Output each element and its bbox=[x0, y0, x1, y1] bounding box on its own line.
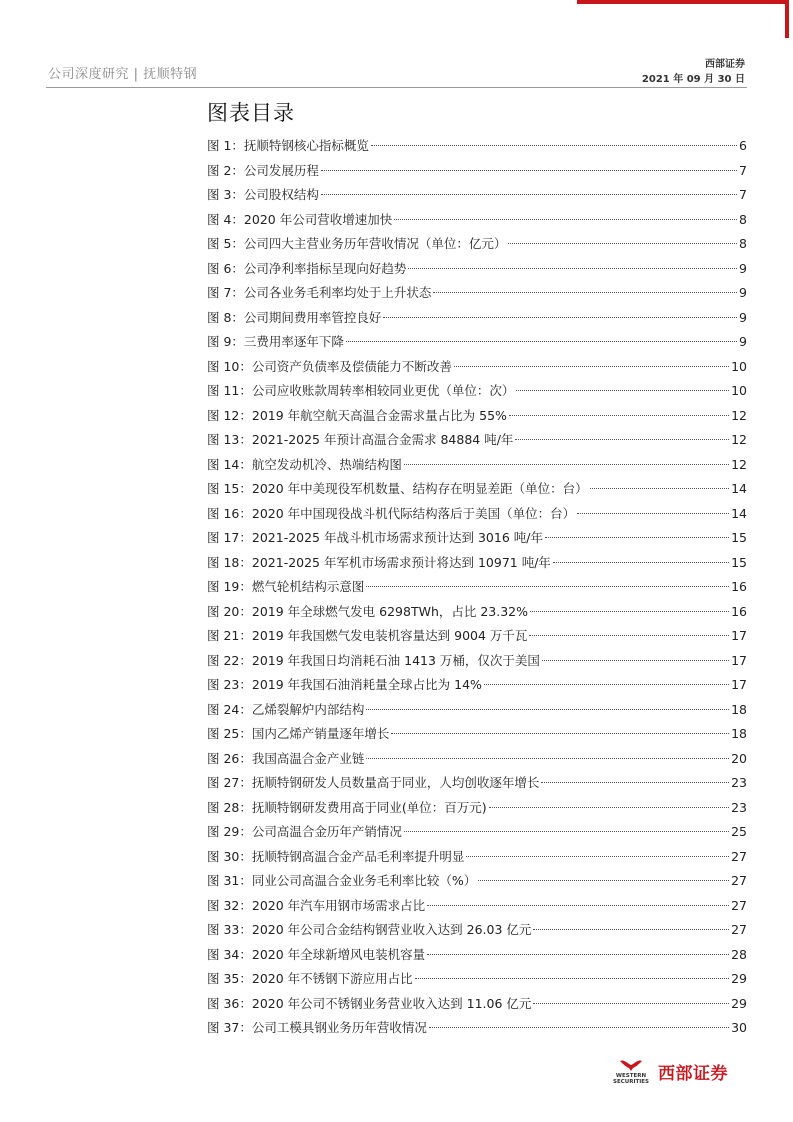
toc-dot-leader bbox=[530, 611, 729, 612]
toc-entry[interactable] bbox=[207, 281, 747, 306]
toc-entry-label: 图 15：2020 年中美现役军机数量、结构存在明显差距（单位：台） bbox=[207, 481, 588, 496]
toc-dot-leader bbox=[366, 709, 729, 710]
toc-entry[interactable] bbox=[207, 820, 747, 845]
toc-entry[interactable] bbox=[207, 624, 747, 649]
toc-entry-page-number: 8 bbox=[739, 236, 747, 251]
toc-dot-leader bbox=[516, 390, 729, 391]
toc-entry-page-number: 27 bbox=[731, 848, 747, 864]
toc-entry-page-number: 7 bbox=[739, 162, 747, 178]
toc-entry[interactable] bbox=[207, 477, 747, 502]
toc-entry[interactable] bbox=[207, 698, 747, 723]
toc-entry-page-number: 28 bbox=[731, 946, 747, 962]
toc-entry[interactable] bbox=[207, 796, 747, 821]
toc-entry-page-number: 6 bbox=[739, 138, 747, 153]
toc-dot-leader bbox=[366, 758, 729, 759]
toc-entry-page-number: 18 bbox=[731, 726, 747, 741]
toc-entry[interactable] bbox=[207, 747, 747, 772]
toc-entry-page-number: 20 bbox=[731, 750, 747, 766]
header-date: 2021 年 09 月 30 日 bbox=[641, 74, 745, 85]
toc-entry-page-number: 12 bbox=[731, 407, 747, 423]
toc-entry[interactable] bbox=[207, 649, 747, 674]
logo-english-text: WESTERN SECURITIES bbox=[612, 1073, 650, 1085]
toc-dot-leader bbox=[533, 929, 729, 930]
toc-entry[interactable] bbox=[207, 918, 747, 943]
toc-entry[interactable] bbox=[207, 502, 747, 527]
toc-entry[interactable] bbox=[207, 673, 747, 698]
toc-entry[interactable] bbox=[207, 208, 747, 233]
toc-dot-leader bbox=[577, 513, 729, 514]
toc-entry-label: 图 18：2021-2025 年军机市场需求预计将达到 10971 吨/年 bbox=[207, 554, 551, 570]
toc-dot-leader bbox=[415, 978, 729, 979]
toc-entry-label: 图 25：国内乙烯产销量逐年增长 bbox=[207, 726, 390, 741]
toc-entry-label: 图 22：2019 年我国日均消耗石油 1413 万桶，仅次于美国 bbox=[207, 652, 540, 668]
toc-entry-page-number: 27 bbox=[731, 873, 747, 888]
toc-entry-label: 图 23：2019 年我国石油消耗量全球占比为 14% bbox=[207, 677, 482, 692]
toc-dot-leader bbox=[404, 464, 729, 465]
toc-entry-page-number: 27 bbox=[731, 922, 747, 937]
toc-entry-page-number: 10 bbox=[731, 358, 747, 374]
toc-dot-leader bbox=[371, 145, 737, 146]
toc-entry-page-number: 23 bbox=[731, 799, 747, 815]
toc-dot-leader bbox=[454, 366, 729, 367]
western-securities-logo bbox=[606, 1058, 748, 1084]
toc-dot-leader bbox=[533, 1003, 729, 1004]
toc-entry-page-number: 8 bbox=[739, 211, 747, 227]
toc-dot-leader bbox=[427, 954, 729, 955]
toc-entry-page-number: 29 bbox=[731, 995, 747, 1011]
toc-entry-page-number: 10 bbox=[731, 383, 747, 398]
toc-dot-leader bbox=[484, 684, 729, 685]
toc-entry[interactable] bbox=[207, 134, 747, 159]
toc-entry-page-number: 9 bbox=[739, 334, 747, 349]
toc-entry[interactable] bbox=[207, 183, 747, 208]
toc-dot-leader bbox=[545, 537, 729, 538]
toc-entry-label: 图 7：公司各业务毛利率均处于上升状态 bbox=[207, 285, 432, 300]
toc-entry[interactable] bbox=[207, 355, 747, 380]
toc-entry-label: 图 19：燃气轮机结构示意图 bbox=[207, 579, 365, 594]
toc-dot-leader bbox=[433, 292, 737, 293]
toc-entry[interactable] bbox=[207, 845, 747, 870]
toc-dot-leader bbox=[408, 268, 737, 269]
toc-entry-page-number: 14 bbox=[731, 505, 747, 521]
toc-dot-leader bbox=[489, 807, 729, 808]
toc-entry-label: 图 28：抚顺特钢研发费用高于同业(单位：百万元) bbox=[207, 799, 487, 815]
toc-entry-page-number: 16 bbox=[731, 579, 747, 594]
toc-entry-label: 图 10：公司资产负债率及偿债能力不断改善 bbox=[207, 358, 452, 374]
toc-entry[interactable] bbox=[207, 257, 747, 282]
toc-dot-leader bbox=[508, 243, 737, 244]
toc-entry-page-number: 30 bbox=[731, 1020, 747, 1035]
toc-entry-label: 图 29：公司高温合金历年产销情况 bbox=[207, 824, 402, 839]
toc-entry-page-number: 17 bbox=[731, 628, 747, 643]
toc-entry-label: 图 37：公司工模具钢业务历年营收情况 bbox=[207, 1020, 427, 1035]
toc-dot-leader bbox=[509, 415, 729, 416]
toc-entry-label: 图 4：2020 年公司营收增速加快 bbox=[207, 211, 393, 227]
toc-entry-label: 图 17：2021-2025 年战斗机市场需求预计达到 3016 吨/年 bbox=[207, 530, 543, 545]
toc-entry-page-number: 16 bbox=[731, 603, 747, 619]
toc-entry-page-number: 17 bbox=[731, 652, 747, 668]
toc-entry-page-number: 17 bbox=[731, 677, 747, 692]
toc-dot-leader bbox=[394, 219, 737, 220]
toc-entry-label: 图 32：2020 年汽车用钢市场需求占比 bbox=[207, 897, 426, 913]
toc-entry-page-number: 9 bbox=[739, 309, 747, 325]
toc-entry[interactable] bbox=[207, 575, 747, 600]
toc-entry[interactable] bbox=[207, 771, 747, 796]
toc-entry[interactable] bbox=[207, 453, 747, 478]
toc-entry[interactable] bbox=[207, 894, 747, 919]
toc-dot-leader bbox=[383, 317, 737, 318]
header-divider bbox=[46, 87, 747, 88]
toc-entry-label: 图 14：航空发动机冷、热端结构图 bbox=[207, 456, 402, 472]
toc-dot-leader bbox=[478, 880, 729, 881]
toc-entry-label: 图 1：抚顺特钢核心指标概览 bbox=[207, 138, 369, 153]
toc-entry-label: 图 21：2019 年我国燃气发电装机容量达到 9004 万千瓦 bbox=[207, 628, 528, 643]
toc-entry[interactable] bbox=[207, 404, 747, 429]
toc-entry[interactable] bbox=[207, 1016, 747, 1041]
toc-entry[interactable] bbox=[207, 600, 747, 625]
toc-entry[interactable] bbox=[207, 967, 747, 992]
toc-dot-leader bbox=[542, 660, 729, 661]
toc-entry[interactable] bbox=[207, 722, 747, 747]
toc-entry-label: 图 6：公司净利率指标呈现向好趋势 bbox=[207, 260, 407, 276]
toc-dot-leader bbox=[427, 905, 729, 906]
toc-entry[interactable] bbox=[207, 428, 747, 453]
toc-entry-label: 图 36：2020 年公司不锈钢业务营业收入达到 11.06 亿元 bbox=[207, 995, 532, 1011]
toc-entry[interactable] bbox=[207, 159, 747, 184]
toc-entry-page-number: 15 bbox=[731, 554, 747, 570]
toc-entry-label: 图 35：2020 年不锈钢下游应用占比 bbox=[207, 971, 413, 986]
toc-entry-label: 图 12：2019 年航空航天高温合金需求量占比为 55% bbox=[207, 407, 507, 423]
toc-dot-leader bbox=[321, 170, 737, 171]
toc-dot-leader bbox=[590, 488, 729, 489]
toc-entry-label: 图 34：2020 年全球新增风电装机容量 bbox=[207, 946, 426, 962]
toc-entry-label: 图 26：我国高温合金产业链 bbox=[207, 750, 365, 766]
toc-entry-label: 图 27：抚顺特钢研发人员数量高于同业，人均创收逐年增长 bbox=[207, 775, 540, 790]
toc-entry-label: 图 33：2020 年公司合金结构钢营业收入达到 26.03 亿元 bbox=[207, 922, 532, 937]
toc-entry-label: 图 11：公司应收账款周转率相较同业更优（单位：次） bbox=[207, 383, 515, 398]
toc-entry-page-number: 14 bbox=[731, 481, 747, 496]
toc-entry-label: 图 2：公司发展历程 bbox=[207, 162, 319, 178]
toc-entry[interactable] bbox=[207, 379, 747, 404]
toc-entry-label: 图 3：公司股权结构 bbox=[207, 187, 319, 202]
toc-dot-leader bbox=[541, 782, 729, 783]
toc-dot-leader bbox=[515, 439, 729, 440]
toc-dot-leader bbox=[553, 562, 729, 563]
toc-entry-page-number: 27 bbox=[731, 897, 747, 913]
toc-dot-leader bbox=[391, 733, 729, 734]
toc-entry-page-number: 18 bbox=[731, 701, 747, 717]
toc-entry-label: 图 8：公司期间费用率管控良好 bbox=[207, 309, 382, 325]
toc-dot-leader bbox=[321, 194, 737, 195]
toc-entry-label: 图 16：2020 年中国现役战斗机代际结构落后于美国（单位：台） bbox=[207, 505, 576, 521]
toc-entry-page-number: 7 bbox=[739, 187, 747, 202]
toc-entry-page-number: 25 bbox=[731, 824, 747, 839]
toc-entry-page-number: 15 bbox=[731, 530, 747, 545]
toc-dot-leader bbox=[466, 856, 729, 857]
toc-entry[interactable] bbox=[207, 330, 747, 355]
toc-entry[interactable] bbox=[207, 943, 747, 968]
toc-entry-label: 图 30：抚顺特钢高温合金产品毛利率提升明显 bbox=[207, 848, 465, 864]
toc-entry-label: 图 5：公司四大主营业务历年营收情况（单位：亿元） bbox=[207, 236, 507, 251]
toc-entry-page-number: 23 bbox=[731, 775, 747, 790]
toc-dot-leader bbox=[404, 831, 729, 832]
toc-entry-page-number: 12 bbox=[731, 456, 747, 472]
toc-dot-leader bbox=[346, 341, 737, 342]
toc-dot-leader bbox=[429, 1027, 729, 1028]
toc-entry[interactable] bbox=[207, 232, 747, 257]
toc-entry-label: 图 9：三费用率逐年下降 bbox=[207, 334, 344, 349]
toc-dot-leader bbox=[529, 635, 729, 636]
toc-title: 图表目录 bbox=[207, 101, 295, 125]
toc-entry[interactable] bbox=[207, 992, 747, 1017]
toc-entry-page-number: 9 bbox=[739, 260, 747, 276]
toc-entry-page-number: 12 bbox=[731, 432, 747, 447]
toc-entry-label: 图 13：2021-2025 年预计高温合金需求 84884 吨/年 bbox=[207, 432, 514, 447]
toc-entry-page-number: 9 bbox=[739, 285, 747, 300]
header-company-name: 西部证券 bbox=[705, 59, 745, 70]
logo-chinese-text: 西部证券 bbox=[658, 1064, 728, 1084]
header-report-type: 公司深度研究 | 抚顺特钢 bbox=[48, 67, 198, 82]
toc-entry[interactable] bbox=[207, 526, 747, 551]
toc-entry-label: 图 24：乙烯裂解炉内部结构 bbox=[207, 701, 365, 717]
toc-entry[interactable] bbox=[207, 551, 747, 576]
toc-entry-label: 图 20：2019 年全球燃气发电 6298TWh，占比 23.32% bbox=[207, 603, 529, 619]
header-red-bracket bbox=[577, 0, 789, 38]
toc-dot-leader bbox=[366, 586, 729, 587]
toc-entry-page-number: 29 bbox=[731, 971, 747, 986]
toc-list bbox=[207, 134, 747, 1041]
toc-entry[interactable] bbox=[207, 869, 747, 894]
toc-entry-label: 图 31：同业公司高温合金业务毛利率比较（%） bbox=[207, 873, 477, 888]
toc-entry[interactable] bbox=[207, 306, 747, 331]
